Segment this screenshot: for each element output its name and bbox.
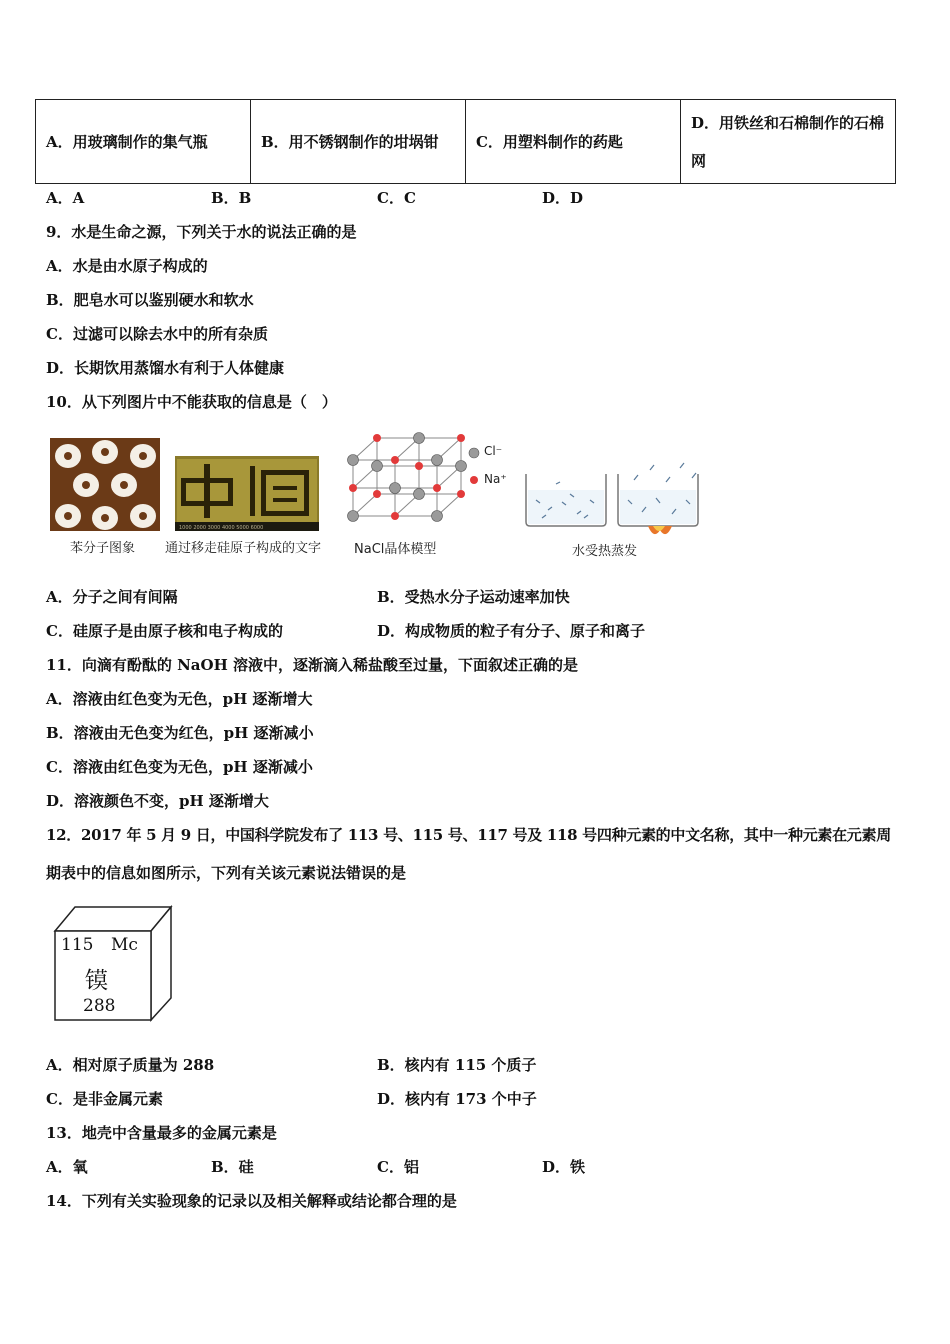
silicon-letters-image: [175, 456, 319, 531]
q11-option-c: C．溶液由红色变为无色，pH 逐渐减小: [46, 758, 313, 776]
q11-option-d: D．溶液颜色不变，pH 逐渐增大: [46, 792, 269, 810]
element-card: [52, 903, 174, 1023]
q12-option-b: B．核内有 115 个质子: [377, 1056, 537, 1074]
q9-option-a: A．水是由水原子构成的: [46, 257, 208, 275]
q10-stem: 10．从下列图片中不能获取的信息是（ ）: [46, 393, 337, 411]
q9-stem: 9．水是生命之源，下列关于水的说法正确的是: [46, 223, 357, 241]
legend-chloride: Cl⁻: [484, 444, 503, 458]
q12-option-a: A．相对原子质量为 288: [46, 1056, 215, 1074]
element-symbol: Mc: [111, 935, 138, 955]
element-name: 镆: [85, 968, 108, 994]
q10-option-c: C．硅原子是由原子核和电子构成的: [46, 622, 283, 640]
q8-option-table: [35, 99, 896, 184]
q13-option-a: A．氧: [46, 1158, 88, 1176]
q8-answer-a: A．A: [46, 189, 85, 207]
element-number: 115: [61, 935, 94, 955]
q11-option-a: A．溶液由红色变为无色，pH 逐渐增大: [46, 690, 313, 708]
q13-stem: 13．地壳中含量最多的金属元素是: [46, 1124, 277, 1142]
q13-option-b: B．硅: [211, 1158, 254, 1176]
element-mass: 288: [83, 996, 116, 1016]
q11-stem: 11．向滴有酚酞的 NaOH 溶液中，逐渐滴入稀盐酸至过量，下面叙述正确的是: [46, 656, 578, 674]
water-evaporation-image: [522, 460, 707, 540]
q9-option-c: C．过滤可以除去水中的所有杂质: [46, 325, 268, 343]
q13-option-c: C．铝: [377, 1158, 419, 1176]
q11-option-b: B．溶液由无色变为红色，pH 逐渐减小: [46, 724, 314, 742]
q10-option-a: A．分子之间有间隔: [46, 588, 178, 606]
svg-text:1000 2000 3000 4000 5000 6000: 1000 2000 3000 4000 5000 6000: [179, 525, 264, 531]
q8-cell-d: D．用铁丝和石棉制作的石棉网: [680, 100, 895, 184]
q10-option-b: B．受热水分子运动速率加快: [377, 588, 570, 606]
q8-answer-b: B．B: [211, 189, 252, 207]
q13-option-d: D．铁: [542, 1158, 586, 1176]
q8-cell-a: A．用玻璃制作的集气瓶: [36, 100, 251, 184]
caption-benzene: 苯分子图象: [70, 541, 136, 556]
q12-stem-line1: 12．2017 年 5 月 9 日，中国科学院发布了 113 号、115 号、117 号及 118 号四种元素的中文名称，其中一种元素在元素周: [46, 826, 891, 844]
q14-stem: 14．下列有关实验现象的记录以及相关解释或结论都合理的是: [46, 1192, 457, 1210]
q10-option-d: D．构成物质的粒子有分子、原子和离子: [377, 622, 646, 640]
q12-option-d: D．核内有 173 个中子: [377, 1090, 537, 1108]
q8-answer-c: C．C: [377, 189, 416, 207]
q8-cell-b: B．用不锈钢制作的坩埚钳: [250, 100, 465, 184]
q8-cell-c: C．用塑料制作的药匙: [465, 100, 680, 184]
caption-silicon: 通过移走硅原子构成的文字: [165, 541, 322, 556]
q9-option-b: B．肥皂水可以鉴别硬水和软水: [46, 291, 254, 309]
q9-option-d: D．长期饮用蒸馏水有利于人体健康: [46, 359, 285, 377]
legend-sodium: Na⁺: [484, 472, 507, 486]
q12-stem-line2: 期表中的信息如图所示，下列有关该元素说法错误的是: [46, 864, 407, 882]
q8-answer-d: D．D: [542, 189, 584, 207]
caption-evaporation: 水受热蒸发: [572, 544, 638, 559]
q12-option-c: C．是非金属元素: [46, 1090, 163, 1108]
benzene-image: [50, 438, 160, 531]
caption-nacl: NaCl晶体模型: [354, 542, 437, 557]
